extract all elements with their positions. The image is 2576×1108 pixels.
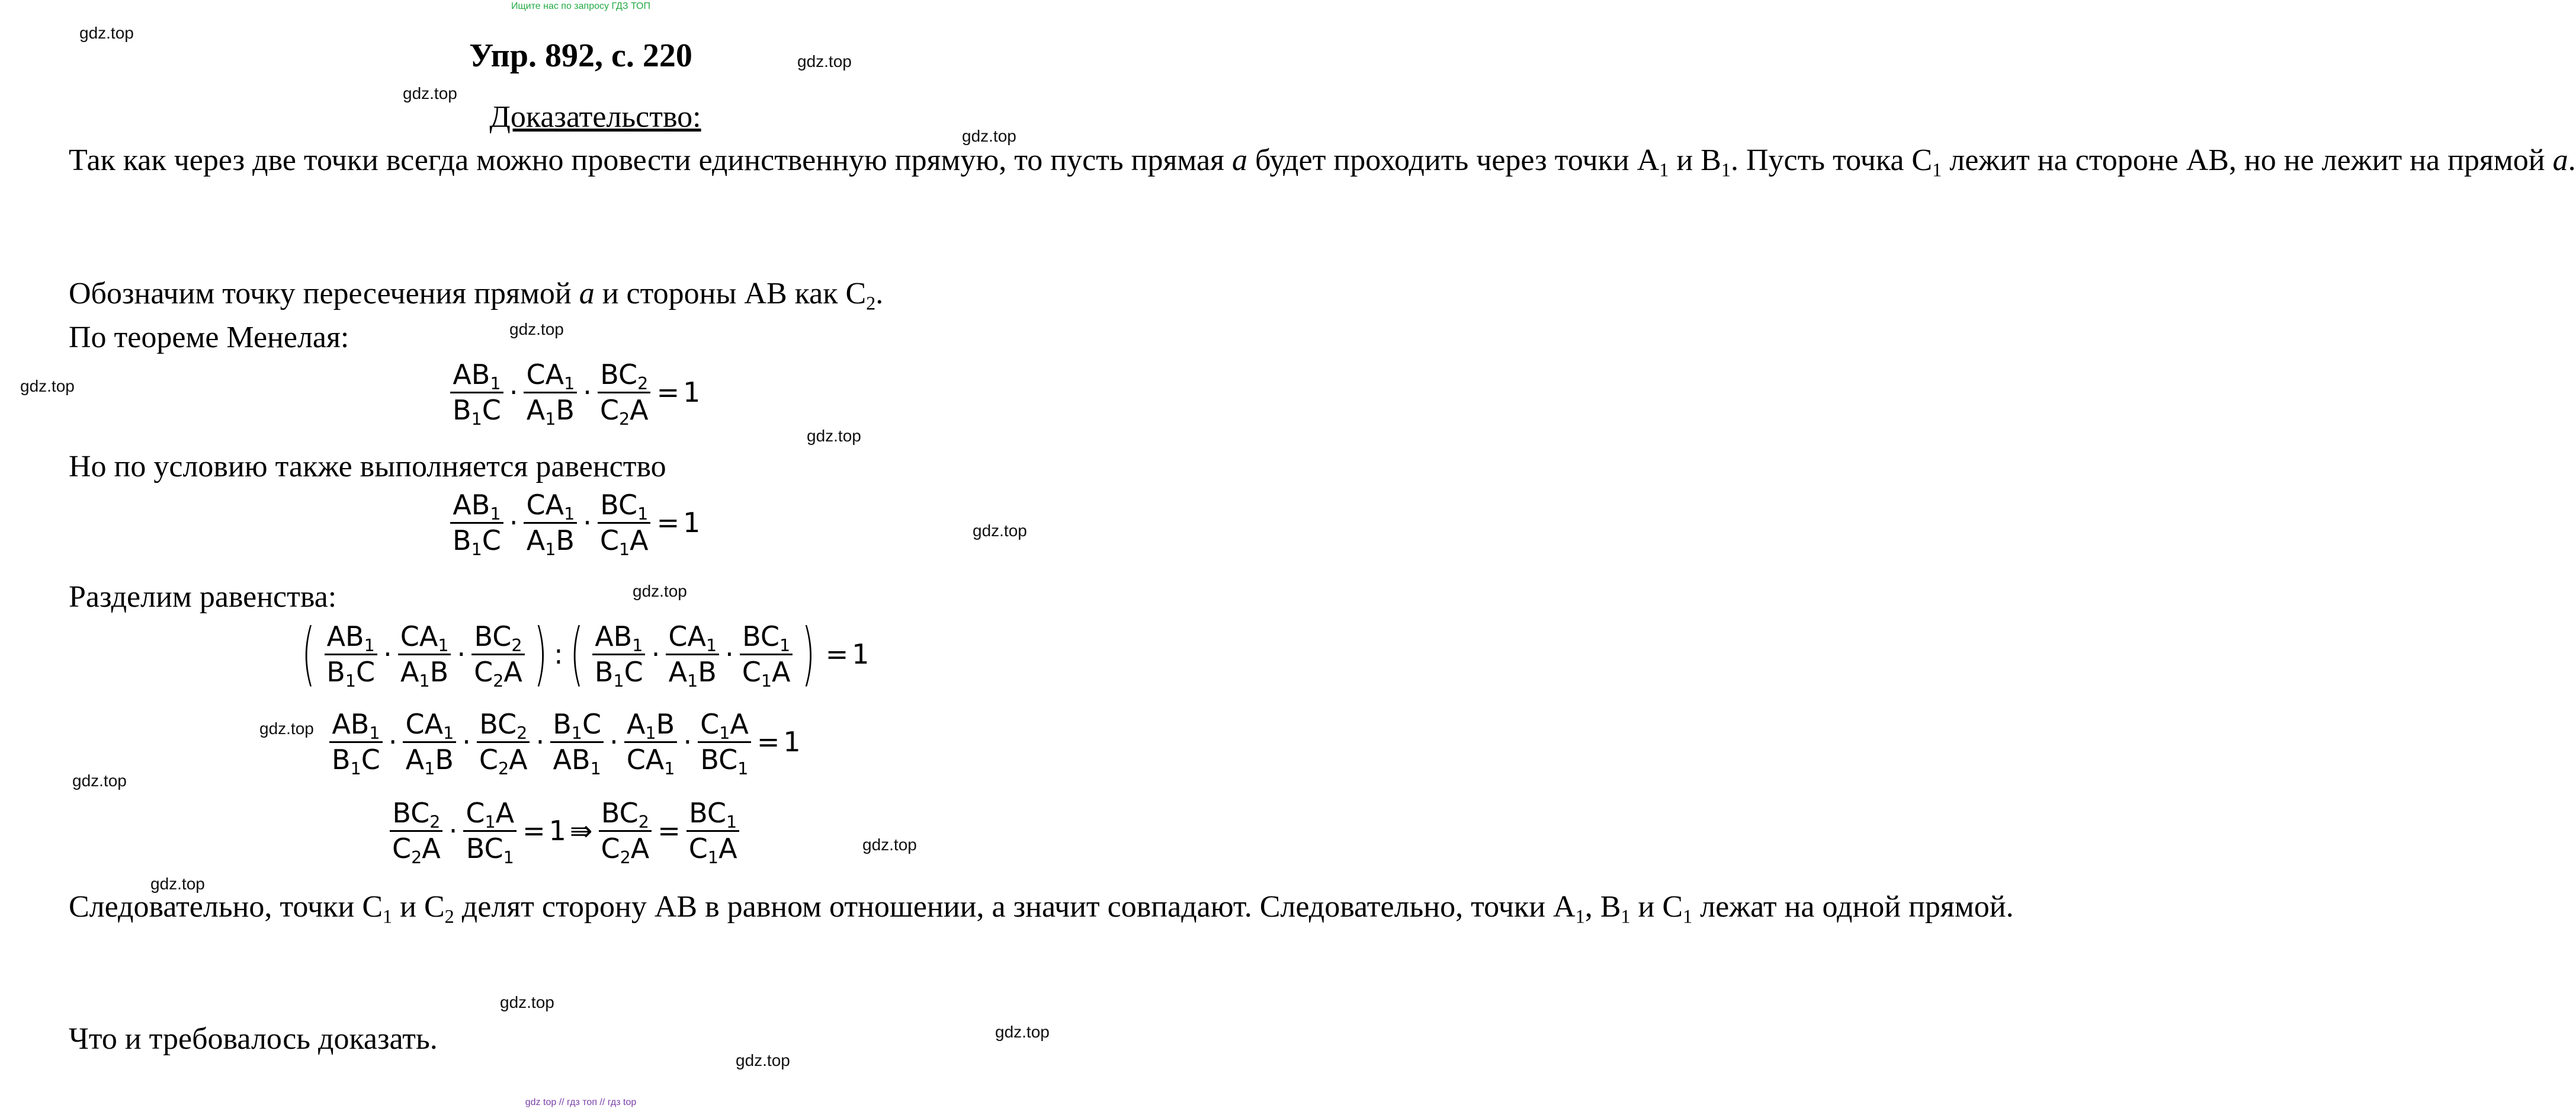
- watermark: gdz.top: [79, 24, 134, 42]
- paragraph-7: Что и требовалось доказать.: [69, 1022, 438, 1056]
- watermark: gdz.top: [973, 521, 1027, 540]
- footer-links: gdz top // гдз топ // гдз top: [525, 1097, 637, 1107]
- paragraph-6: Следовательно, точки $C_1$ и $C_2$ делят сторону AB в равном отношении, а значит совпадают. Следовательно, точки $A_1$, $B_1$ и $C_1$ лежат на одной прямой.: [69, 890, 2014, 927]
- watermark: gdz.top: [962, 127, 1016, 145]
- watermark: gdz.top: [72, 771, 127, 790]
- watermark: gdz.top: [509, 320, 564, 338]
- paragraph-1: Так как через две точки всегда можно провести единственную прямую, то пусть прямая a будет проходить через точки $A_1$ и $B_1$. Пусть точка $C_1$ лежит на стороне AB, но не лежит на прямой a.: [69, 143, 2576, 181]
- page-title: Упр. 892, с. 220: [469, 37, 692, 74]
- watermark: gdz.top: [259, 719, 314, 738]
- watermark: gdz.top: [797, 52, 852, 71]
- paragraph-4: Но по условию также выполняется равенство: [69, 450, 666, 483]
- watermark: gdz.top: [633, 582, 687, 600]
- top-banner: Ищите нас по запросу ГДЗ ТОП: [511, 1, 650, 11]
- equation-menelaus-1: $\frac{AB_1}{B_1C}$ · $\frac{CA_1}{A_1B}$ · $\frac{BC_2}{C_2A}$ = 1: [448, 359, 700, 426]
- paragraph-5: Разделим равенства:: [69, 580, 337, 614]
- paragraph-2: Обозначим точку пересечения прямой a и стороны AB как $C_2$.: [69, 277, 884, 314]
- proof-heading: Доказательство:: [489, 100, 701, 134]
- watermark: gdz.top: [150, 875, 205, 893]
- paragraph-3: По теореме Менелая:: [69, 321, 349, 354]
- equation-condition: $\frac{AB_1}{B_1C}$ · $\frac{CA_1}{A_1B}$ · $\frac{BC_1}{C_1A}$ = 1: [448, 489, 700, 556]
- watermark: gdz.top: [862, 835, 917, 854]
- equation-division: ( $\frac{AB_1}{B_1C}$ · $\frac{CA_1}{A_1B}$ · $\frac{BC_2}{C_2A}$ ) : ( $\frac{AB_1}{B_1C}$ · $\frac{CA_1}{A_1B}$ · $\frac{BC_1}{C_1A}$ ) = 1: [301, 614, 870, 694]
- watermark: gdz.top: [995, 1023, 1050, 1041]
- watermark: gdz.top: [20, 377, 75, 395]
- watermark: gdz.top: [736, 1051, 790, 1069]
- watermark: gdz.top: [807, 427, 861, 445]
- equation-conclusion: $\frac{BC_2}{C_2A}$ · $\frac{C_1A}{BC_1}$ = 1 ⇛ $\frac{BC_2}{C_2A}$ = $\frac{BC_1}{C_1A}$: [387, 798, 742, 864]
- watermark: gdz.top: [500, 993, 554, 1011]
- equation-expanded: $\frac{AB_1}{B_1C}$ · $\frac{CA_1}{A_1B}$ · $\frac{BC_2}{C_2A}$ · $\frac{B_1C}{AB_1}$ · $\frac{A_1B}{CA_1}$ · $\frac{C_1A}{BC_1}$ = 1: [327, 709, 801, 776]
- watermark: gdz.top: [403, 84, 457, 103]
